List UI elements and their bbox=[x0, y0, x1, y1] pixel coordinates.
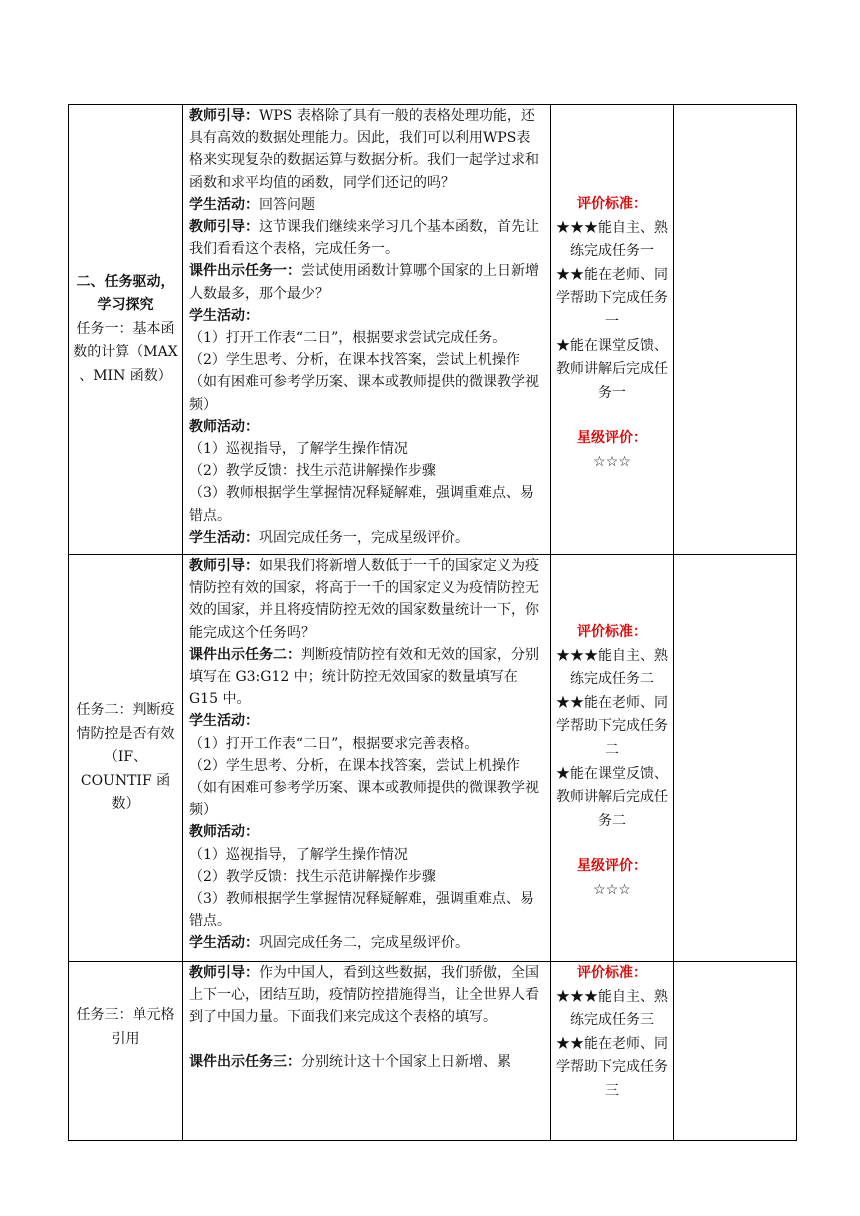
lesson-plan-table bbox=[68, 104, 797, 1141]
stage-subtitle: 任务一：基本函数的计算（MAX 、MIN 函数） bbox=[73, 320, 178, 384]
criteria-line: ★★★能自主、熟练完成任务三 bbox=[556, 988, 668, 1029]
paragraph: （2）教学反馈：找生示范讲解操作步骤 bbox=[189, 463, 436, 480]
criteria-title: 评价标准： bbox=[577, 624, 647, 640]
paragraph: 学生活动：巩固完成任务二，完成星级评价。 bbox=[189, 935, 469, 952]
empty-cell bbox=[674, 555, 797, 962]
empty-cell bbox=[674, 105, 797, 555]
star-rating-title: 星级评价： bbox=[577, 430, 647, 447]
paragraph: 学生活动：回答问题 bbox=[189, 196, 315, 213]
table-row bbox=[69, 555, 797, 962]
paragraph: （2）教学反馈：找生示范讲解操作步骤 bbox=[189, 868, 436, 885]
star-rating-icons: ☆☆☆ bbox=[593, 453, 631, 470]
paragraph: 教师引导：WPS 表格除了具有一般的表格处理功能，还具有高效的数据处理能力。因此，我们可以利用WPS表格来实现复杂的数据运算与数据分析。我们一起学过求和函数和求平均值的函数，同学们还记的吗？ bbox=[189, 108, 539, 191]
stage-cell bbox=[69, 555, 183, 962]
paragraph: 学生活动：巩固完成任务一，完成星级评价。 bbox=[189, 529, 469, 546]
paragraph: 教师引导：如果我们将新增人数低于一千的国家定义为疫情防控有效的国家，将高于一千的国家定义为疫情防控无效的国家，并且将疫情防控无效的国家数量统计一下，你能完成这个任务吗？ bbox=[189, 558, 539, 641]
content-cell bbox=[183, 105, 551, 555]
stage-cell bbox=[69, 105, 183, 555]
paragraph: 教师引导：这节课我们继续来学习几个基本函数，首先让我们看看这个表格，完成任务一。 bbox=[189, 219, 539, 258]
criteria-line: ★★★能自主、熟练完成任务一 bbox=[556, 219, 668, 260]
evaluation-cell bbox=[551, 555, 674, 962]
paragraph: （1）打开工作表“二日”，根据要求完善表格。 bbox=[189, 735, 479, 752]
criteria-line: ★★能在老师、同学帮助下完成任务一 bbox=[556, 266, 668, 330]
criteria-line: ★★能在老师、同学帮助下完成任务三 bbox=[556, 1035, 668, 1099]
criteria-title: 评价标准： bbox=[577, 965, 647, 981]
paragraph: 课件出示任务三：分别统计这十个国家上日新增、累 bbox=[189, 1053, 511, 1070]
star-rating-title: 星级评价： bbox=[577, 858, 647, 875]
paragraph: 教师活动： bbox=[189, 418, 259, 435]
empty-cell bbox=[674, 962, 797, 1141]
evaluation-cell bbox=[551, 962, 674, 1141]
criteria-title: 评价标准： bbox=[577, 196, 647, 212]
paragraph: 课件出示任务二：判断疫情防控有效和无效的国家，分别填写在 G3:G12 中；统计防控无效国家的数量填写在 G15 中。 bbox=[189, 646, 539, 708]
table-row bbox=[69, 105, 797, 555]
paragraph: 学生活动： bbox=[189, 713, 259, 730]
criteria-line: ★★能在老师、同学帮助下完成任务二 bbox=[556, 694, 668, 758]
paragraph: （3）教师根据学生掌握情况释疑解难，强调重难点、易错点。 bbox=[189, 891, 534, 930]
criteria-line: ★能在课堂反馈、教师讲解后完成任务一 bbox=[556, 337, 668, 401]
criteria-line: ★★★能自主、熟练完成任务二 bbox=[556, 647, 668, 688]
evaluation-cell bbox=[551, 105, 674, 555]
criteria-line: ★能在课堂反馈、教师讲解后完成任务二 bbox=[556, 765, 668, 829]
paragraph: （2）学生思考、分析，在课本找答案，尝试上机操作（如有困难可参考学历案、课本或教师提供的微课教学视频） bbox=[189, 757, 539, 819]
paragraph: 教师引导：作为中国人，看到这些数据，我们骄傲，全国上下一心，团结互助，疫情防控措施得当，让全世界人看到了中国力量。下面我们来完成这个表格的填写。 bbox=[189, 965, 539, 1026]
table-row bbox=[69, 962, 797, 1141]
stage-subtitle: 任务二：判断疫情防控是否有效（IF、COUNTIF 函数） bbox=[76, 702, 175, 813]
stage-cell bbox=[69, 962, 183, 1141]
paragraph: （1）打开工作表“二日”，根据要求尝试完成任务。 bbox=[189, 330, 507, 347]
star-rating-icons: ☆☆☆ bbox=[593, 881, 631, 898]
content-cell bbox=[183, 962, 551, 1141]
stage-title: 二、任务驱动，学习探究 bbox=[76, 273, 175, 314]
paragraph: 课件出示任务一：尝试使用函数计算哪个国家的上日新增人数最多，那个最少？ bbox=[189, 263, 539, 302]
paragraph: （1）巡视指导，了解学生操作情况 bbox=[189, 846, 408, 863]
paragraph: （3）教师根据学生掌握情况释疑解难，强调重难点、易错点。 bbox=[189, 485, 534, 524]
paragraph: 学生活动： bbox=[189, 307, 259, 324]
content-cell bbox=[183, 555, 551, 962]
paragraph: 教师活动： bbox=[189, 824, 259, 841]
paragraph: （2）学生思考、分析，在课本找答案，尝试上机操作（如有困难可参考学历案、课本或教师提供的微课教学视频） bbox=[189, 352, 539, 413]
stage-subtitle: 任务三：单元格引用 bbox=[76, 1007, 175, 1047]
paragraph: （1）巡视指导，了解学生操作情况 bbox=[189, 441, 408, 458]
